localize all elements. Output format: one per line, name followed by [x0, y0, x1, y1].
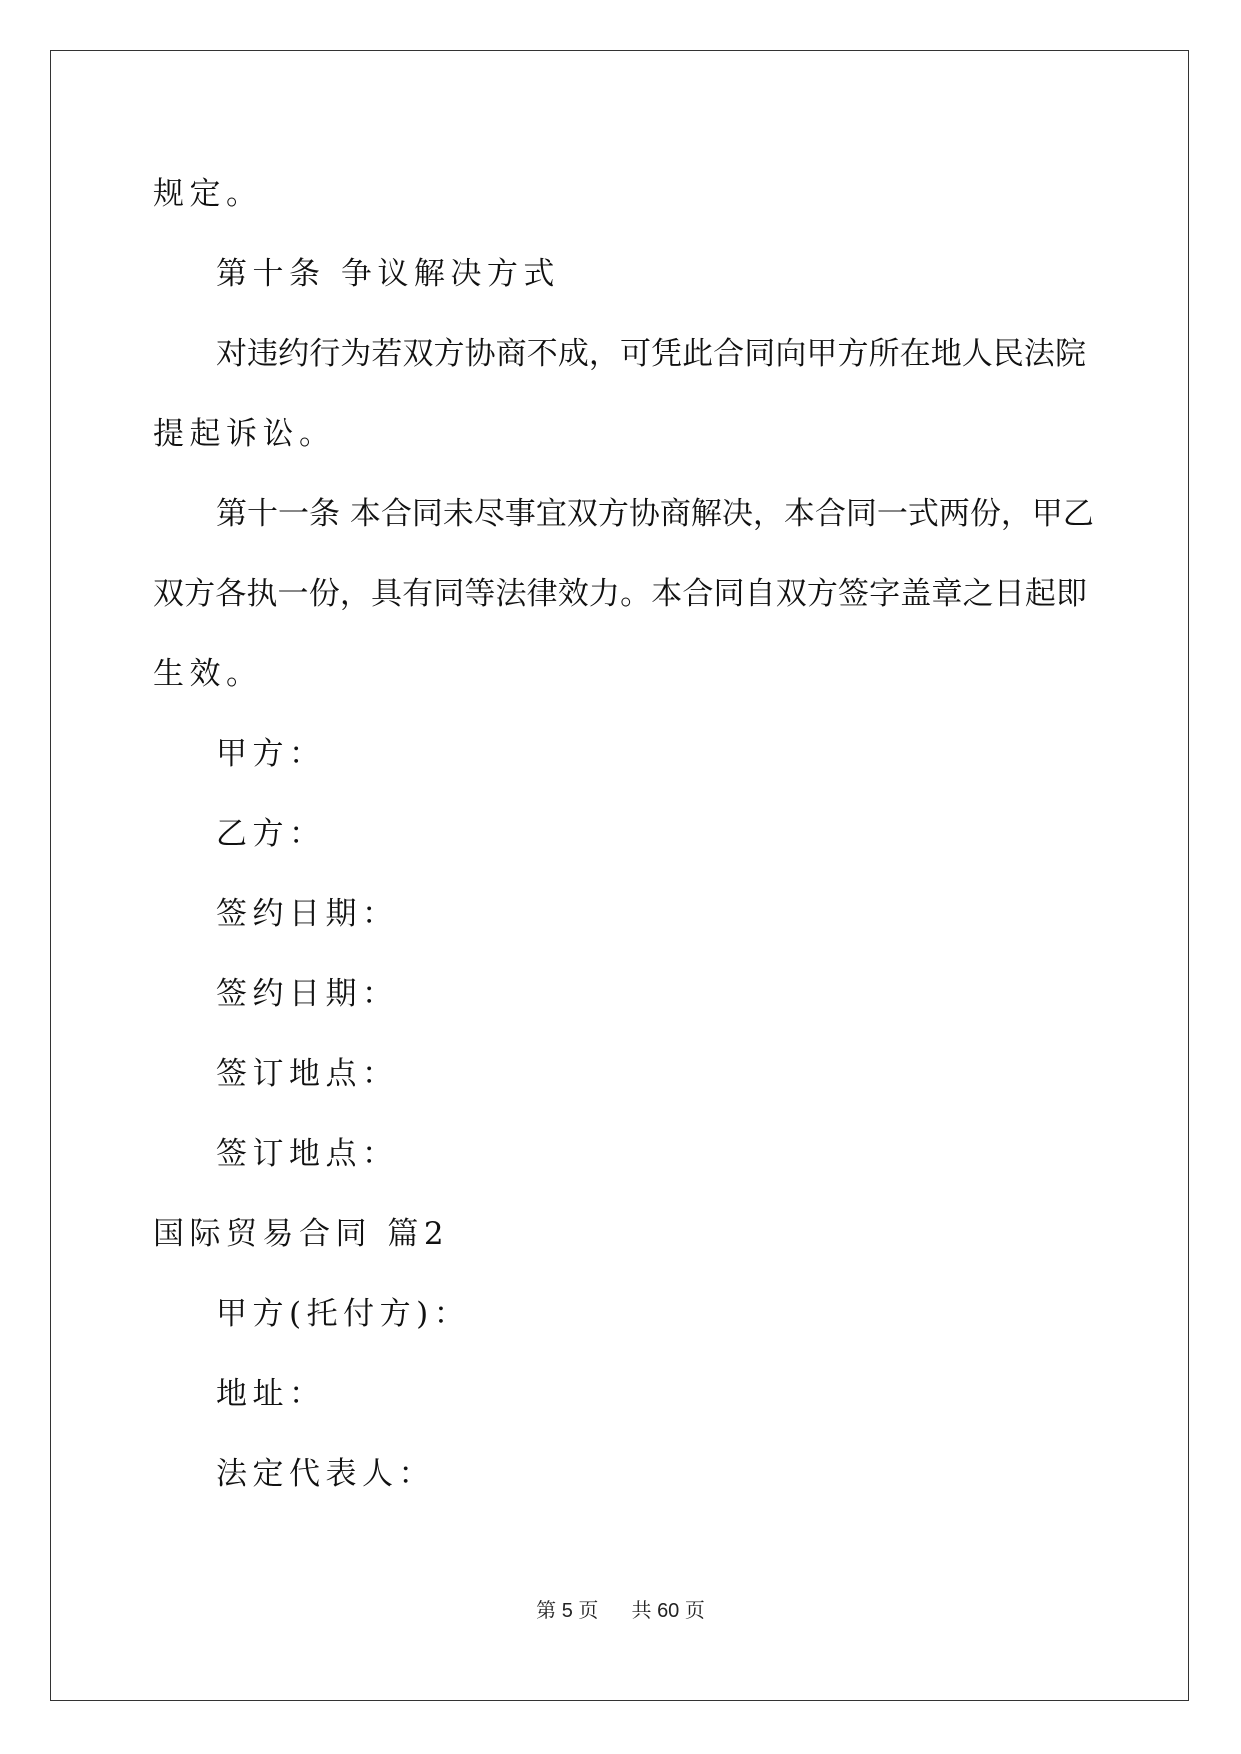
section-heading-article-10: 第十条 争议解决方式: [216, 256, 560, 292]
paragraph-line: 生效。: [153, 656, 263, 692]
signing-place-label: 签订地点：: [216, 1056, 399, 1092]
paragraph-line: 对违约行为若双方协商不成，可凭此合同向甲方所在地人民法院: [216, 336, 1086, 372]
paragraph-line: 规定。: [153, 176, 263, 212]
legal-representative-label: 法定代表人：: [216, 1456, 435, 1492]
signing-date-label: 签约日期：: [216, 976, 399, 1012]
page-number: 5: [561, 1600, 573, 1622]
paragraph-line: 双方各执一份，具有同等法律效力。本合同自双方签字盖章之日起即: [153, 576, 1087, 612]
page-prefix: 第: [536, 1600, 557, 1622]
signing-place-label: 签订地点：: [216, 1136, 399, 1172]
contract-title: 国际贸易合同 篇2: [153, 1216, 450, 1252]
principal-party-label: 甲方(托付方)：: [216, 1296, 471, 1332]
total-prefix: 共: [631, 1600, 652, 1622]
total-pages: 60: [657, 1600, 680, 1622]
paragraph-line: 第十一条 本合同未尽事宜双方协商解决，本合同一式两份，甲乙: [216, 496, 1094, 532]
party-b-label: 乙方：: [216, 816, 326, 852]
total-suffix: 页: [684, 1600, 705, 1622]
party-a-label: 甲方：: [216, 736, 326, 772]
page-footer: [0, 1598, 1241, 1624]
paragraph-line: 提起诉讼。: [153, 416, 336, 452]
address-label: 地址：: [216, 1376, 326, 1412]
page-suffix: 页: [578, 1600, 599, 1622]
signing-date-label: 签约日期：: [216, 896, 399, 932]
